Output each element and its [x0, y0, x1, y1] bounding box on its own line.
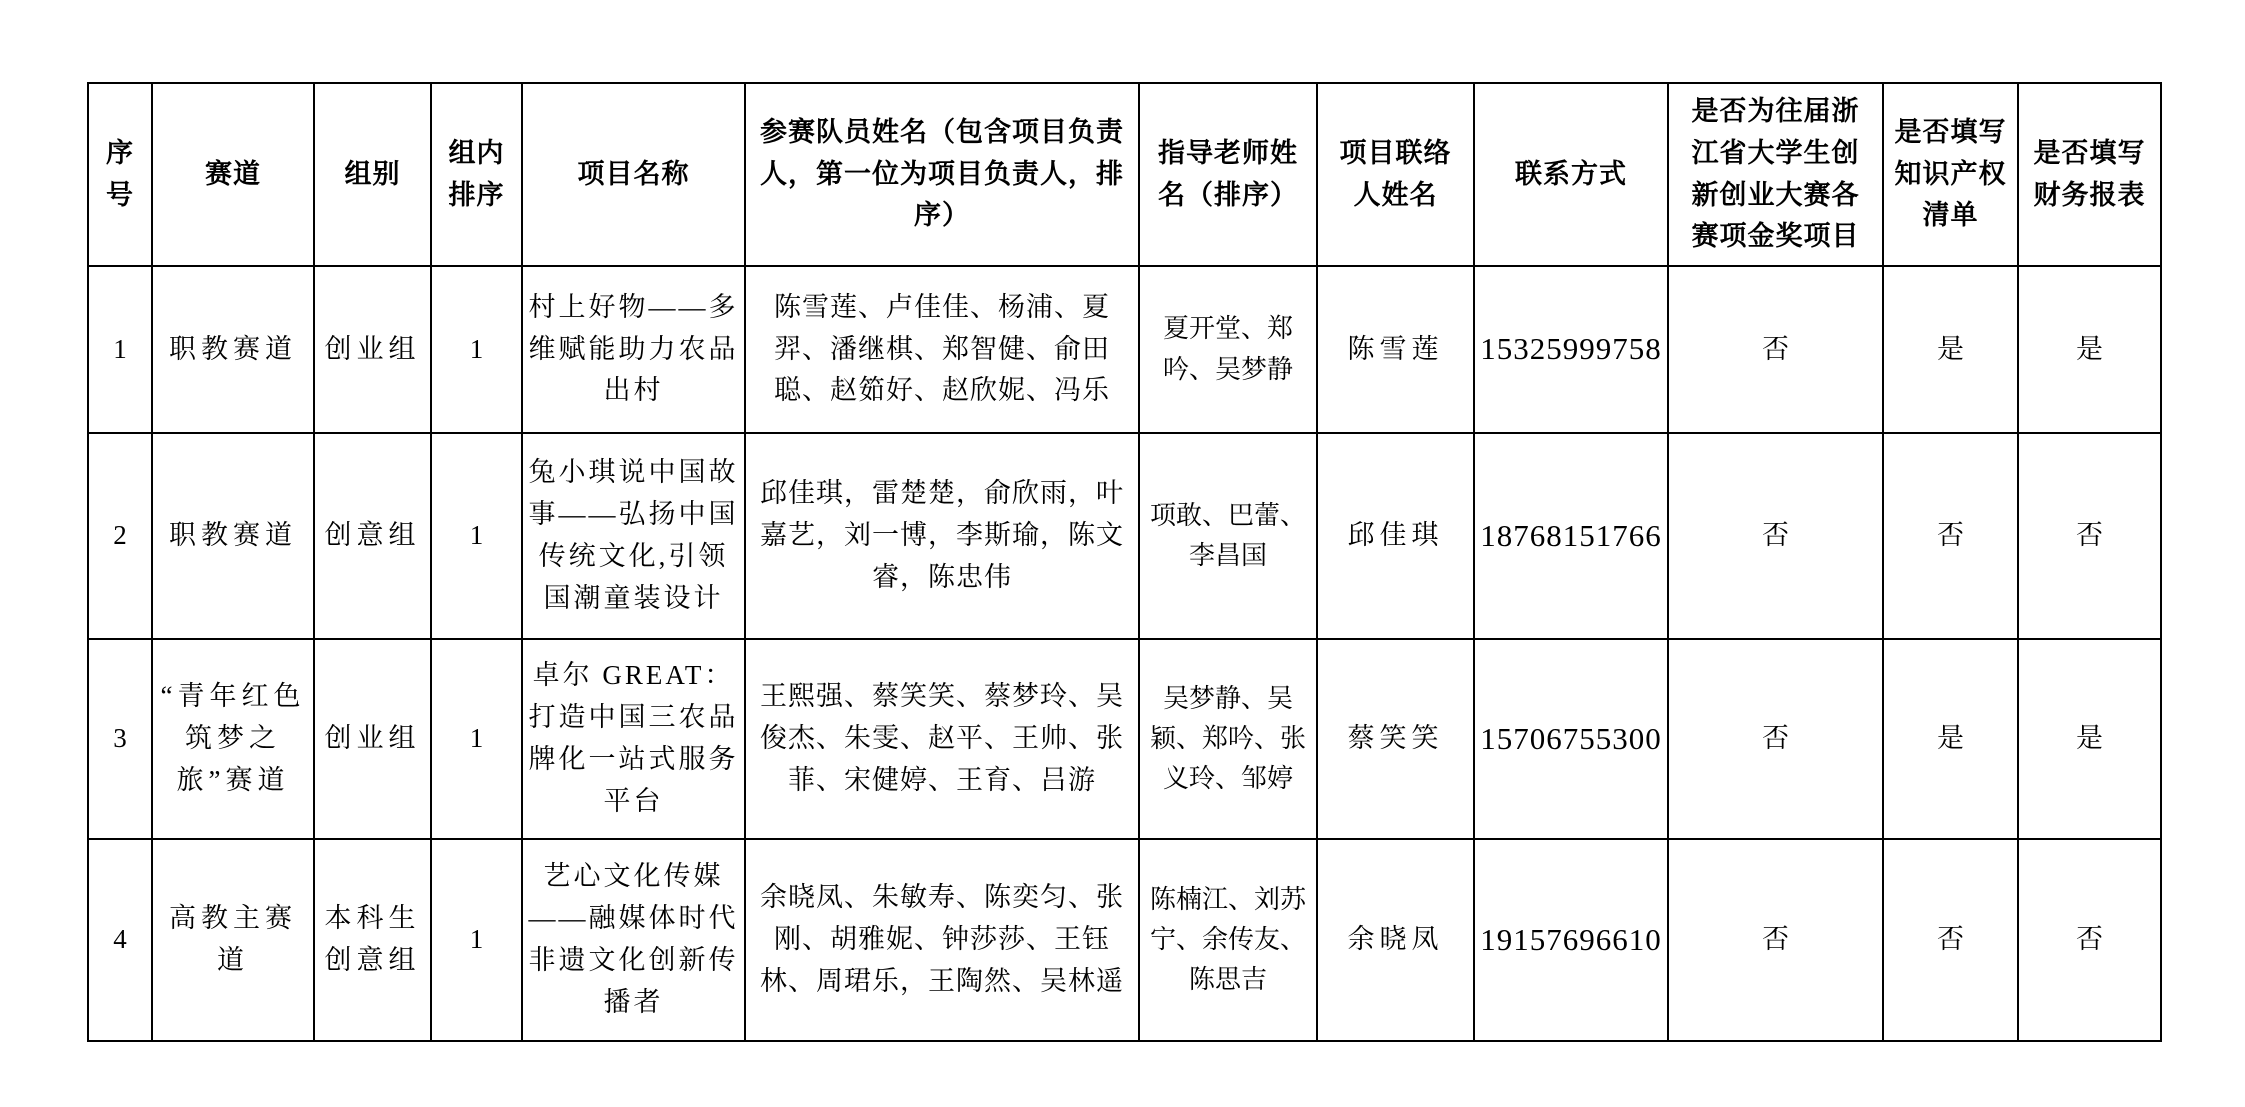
- table-cell: 职教赛道: [152, 266, 314, 433]
- table-cell: 否: [1883, 433, 2018, 639]
- table-cell: 邱佳琪，雷楚楚，俞欣雨，叶嘉艺，刘一博，李斯瑜，陈文睿，陈忠伟: [745, 433, 1139, 639]
- table-cell: 陈雪莲: [1317, 266, 1474, 433]
- table-cell: 创意组: [314, 433, 431, 639]
- table-cell: 王熙强、蔡笑笑、蔡梦玲、吴俊杰、朱雯、赵平、王帅、张菲、宋健婷、王育、吕游: [745, 639, 1139, 839]
- table-cell: 村上好物——多维赋能助力农品出村: [522, 266, 745, 433]
- table-cell: 19157696610: [1474, 839, 1668, 1041]
- table-row: [88, 433, 2161, 639]
- table-cell: 陈楠江、刘苏宁、余传友、陈思吉: [1139, 839, 1317, 1041]
- table-cell: 职教赛道: [152, 433, 314, 639]
- table-cell: 余晓凤: [1317, 839, 1474, 1041]
- table-row: [88, 266, 2161, 433]
- header-ip-list-filled: 是否填写知识产权清单: [1883, 83, 2018, 266]
- table-cell: 15325999758: [1474, 266, 1668, 433]
- header-team-members: 参赛队员姓名（包含项目负责人，第一位为项目负责人，排序）: [745, 83, 1139, 266]
- header-group-rank: 组内排序: [431, 83, 522, 266]
- table-cell: 2: [88, 433, 152, 639]
- table-cell: 否: [1668, 639, 1883, 839]
- header-contact-phone: 联系方式: [1474, 83, 1668, 266]
- header-seq: 序号: [88, 83, 152, 266]
- table-cell: 1: [431, 433, 522, 639]
- table-cell: 18768151766: [1474, 433, 1668, 639]
- table-cell: 吴梦静、吴颖、郑吟、张义玲、邹婷: [1139, 639, 1317, 839]
- table-cell: 否: [1668, 839, 1883, 1041]
- table-cell: 是: [1883, 266, 2018, 433]
- table-cell: 余晓凤、朱敏寿、陈奕匀、张刚、胡雅妮、钟莎莎、王钰林、周珺乐，王陶然、吴林遥: [745, 839, 1139, 1041]
- table-cell: 1: [431, 266, 522, 433]
- table-cell: 邱佳琪: [1317, 433, 1474, 639]
- table-cell: 是: [2018, 639, 2161, 839]
- table-cell: 否: [2018, 839, 2161, 1041]
- competition-project-table: [87, 82, 2162, 1042]
- table-cell: 项敢、巴蕾、李昌国: [1139, 433, 1317, 639]
- header-group: 组别: [314, 83, 431, 266]
- table-cell: 1: [431, 639, 522, 839]
- header-advisors: 指导老师姓名（排序）: [1139, 83, 1317, 266]
- header-financial-report-filled: 是否填写财务报表: [2018, 83, 2161, 266]
- table-cell: 否: [1668, 266, 1883, 433]
- table-cell: 陈雪莲、卢佳佳、杨浦、夏羿、潘继棋、郑智健、俞田聪、赵筎好、赵欣妮、冯乐: [745, 266, 1139, 433]
- table-cell: 是: [2018, 266, 2161, 433]
- header-track: 赛道: [152, 83, 314, 266]
- table-row: [88, 839, 2161, 1041]
- header-previous-gold-award: 是否为往届浙江省大学生创新创业大赛各赛项金奖项目: [1668, 83, 1883, 266]
- table-cell: 创业组: [314, 266, 431, 433]
- table-cell: 否: [1883, 839, 2018, 1041]
- header-contact-person: 项目联络人姓名: [1317, 83, 1474, 266]
- table-cell: 卓尔 GREAT： 打造中国三农品牌化一站式服务平台: [522, 639, 745, 839]
- table-cell: 4: [88, 839, 152, 1041]
- table-row: [88, 639, 2161, 839]
- header-project-name: 项目名称: [522, 83, 745, 266]
- table-cell: 夏开堂、郑吟、吴梦静: [1139, 266, 1317, 433]
- table-cell: 1: [88, 266, 152, 433]
- table-cell: 3: [88, 639, 152, 839]
- table-cell: 兔小琪说中国故事——弘扬中国传统文化,引领国潮童装设计: [522, 433, 745, 639]
- table-cell: 否: [2018, 433, 2161, 639]
- table-cell: 高教主赛道: [152, 839, 314, 1041]
- table-cell: 是: [1883, 639, 2018, 839]
- table-cell: 本科生创意组: [314, 839, 431, 1041]
- header-row: [88, 83, 2161, 266]
- table-cell: 否: [1668, 433, 1883, 639]
- table-cell: 创业组: [314, 639, 431, 839]
- table-cell: 艺心文化传媒——融媒体时代非遗文化创新传播者: [522, 839, 745, 1041]
- table-cell: 蔡笑笑: [1317, 639, 1474, 839]
- table-cell: 15706755300: [1474, 639, 1668, 839]
- table-cell: “青年红色筑梦之旅”赛道: [152, 639, 314, 839]
- table-cell: 1: [431, 839, 522, 1041]
